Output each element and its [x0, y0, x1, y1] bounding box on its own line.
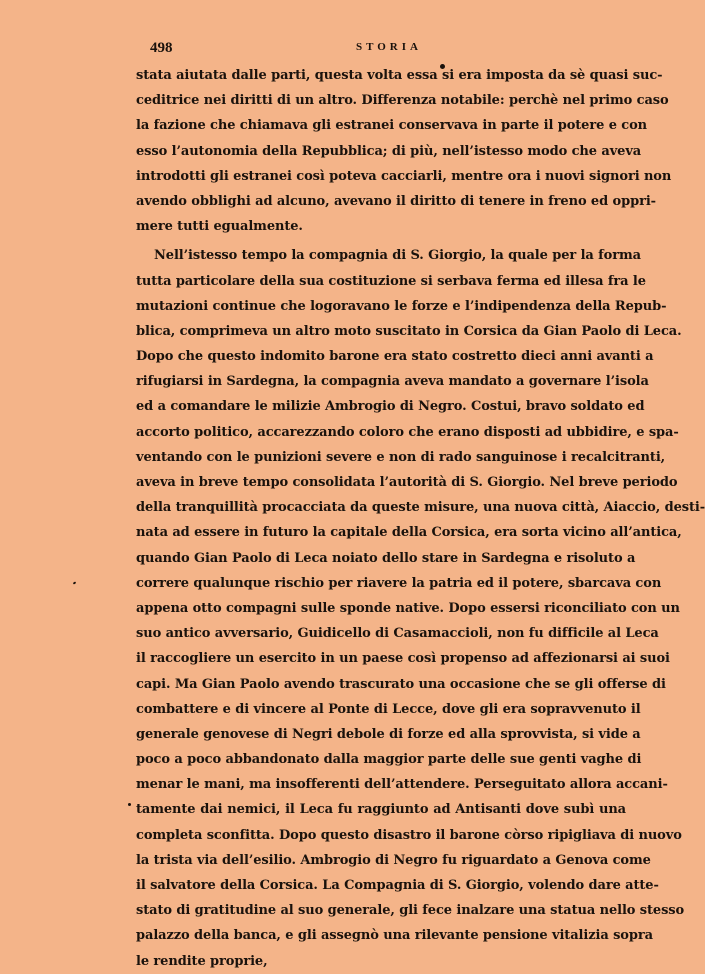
text-line: il salvatore della Corsica. La Compagnia di S. Giorgio, volendo dare atte-: [136, 878, 659, 893]
page-number: 498: [150, 40, 173, 56]
text-line: correre qualunque rischio per riavere la patria ed il potere, sbarcava con: [136, 575, 662, 591]
text-line: completa sconfitta. Dopo questo disastro il barone còrso ripigliava di nuovo: [136, 827, 682, 843]
paragraph: [136, 243, 705, 973]
ink-speck: [73, 581, 77, 584]
text-line: le rendite proprie,: [136, 953, 268, 969]
text-line: palazzo della banca, e gli assegnò una rilevante pensione vitalizia sopra: [136, 928, 653, 944]
text-line: introdotti gli estranei così poteva cacciarli, mentre ora i nuovi signori non: [136, 168, 672, 184]
text-line: quando Gian Paolo di Leca noiato dello stare in Sardegna e risoluto a: [136, 550, 636, 566]
text-line: la fazione che chiamava gli estranei conservava in parte il potere e con: [136, 118, 648, 134]
page-header: [150, 40, 628, 60]
running-title: STORIA: [356, 41, 422, 53]
text-line: capi. Ma Gian Paolo avendo trascurato una occasione che se gli offerse di: [136, 676, 666, 692]
text-line: rifugiarsi in Sardegna, la compagnia aveva mandato a governare l’isola: [136, 374, 649, 390]
text-line: ed a comandare le milizie Ambrogio di Negro. Costui, bravo soldato ed: [136, 399, 645, 415]
text-line: suo antico avversario, Guidicello di Casamaccioli, non fu difficile al Leca: [136, 626, 659, 642]
text-line: della tranquillità procacciata da queste misure, una nuova città, Aiaccio, desti-: [136, 500, 705, 516]
text-line: ceditrice nei diritti di un altro. Differenza notabile: perchè nel primo caso: [136, 93, 669, 109]
text-line: accorto politico, accarezzando coloro che erano disposti ad ubbidire, e spa-: [136, 424, 679, 440]
body-text: [136, 63, 705, 974]
paragraph: [136, 63, 672, 239]
text-line: esso l’autonomia della Repubblica; di più, nell’istesso modo che aveva: [136, 143, 642, 159]
text-line: poco a poco abbandonato dalla maggior parte delle sue genti vaghe di: [136, 752, 642, 768]
text-line: tamente dai nemici, il Leca fu raggiunto ad Antisanti dove subì una: [136, 802, 626, 818]
text-line: la trista via dell’esilio. Ambrogio di Negro fu riguardato a Genova come: [136, 852, 651, 868]
text-line: ventando con le punizioni severe e non di rado sanguinose i recalcitranti,: [136, 449, 666, 465]
text-line: avendo obblighi ad alcuno, avevano il diritto di tenere in freno ed oppri-: [136, 193, 656, 209]
text-line: il raccogliere un esercito in un paese così propenso ad affezionarsi ai suoi: [136, 651, 670, 667]
text-line: Nell’istesso tempo la compagnia di S. Giorgio, la quale per la forma: [154, 248, 641, 264]
text-line: Dopo che questo indomito barone era stato costretto dieci anni avanti a: [136, 349, 654, 365]
text-line: mutazioni continue che logoravano le forze e l’indipendenza della Repub-: [136, 298, 667, 314]
text-line: appena otto compagni sulle sponde native. Dopo essersi riconciliato con un: [136, 600, 680, 616]
text-line: tutta particolare della sua costituzione si serbava ferma ed illesa fra le: [136, 273, 646, 289]
text-line: mere tutti egualmente.: [136, 219, 303, 235]
text-line: aveva in breve tempo consolidata l’autorità di S. Giorgio. Nel breve periodo: [136, 475, 678, 490]
text-line: nata ad essere in futuro la capitale della Corsica, era sorta vicino all’antica,: [136, 525, 682, 541]
ink-speck: [128, 803, 131, 806]
text-line: stata aiutata dalle parti, questa volta essa si era imposta da sè quasi suc-: [136, 68, 663, 83]
text-line: blica, comprimeva un altro moto suscitato in Corsica da Gian Paolo di Leca.: [136, 323, 682, 339]
text-line: combattere e di vincere al Ponte di Lecce, dove gli era sopravvenuto il: [136, 701, 641, 717]
text-line: stato di gratitudine al suo generale, gli fece inalzare una statua nello stesso: [136, 903, 685, 919]
text-line: menar le mani, ma insofferenti dell’attendere. Perseguitato allora accani-: [136, 777, 668, 793]
text-line: generale genovese di Negri debole di forze ed alla sprovvista, si vide a: [136, 726, 641, 742]
